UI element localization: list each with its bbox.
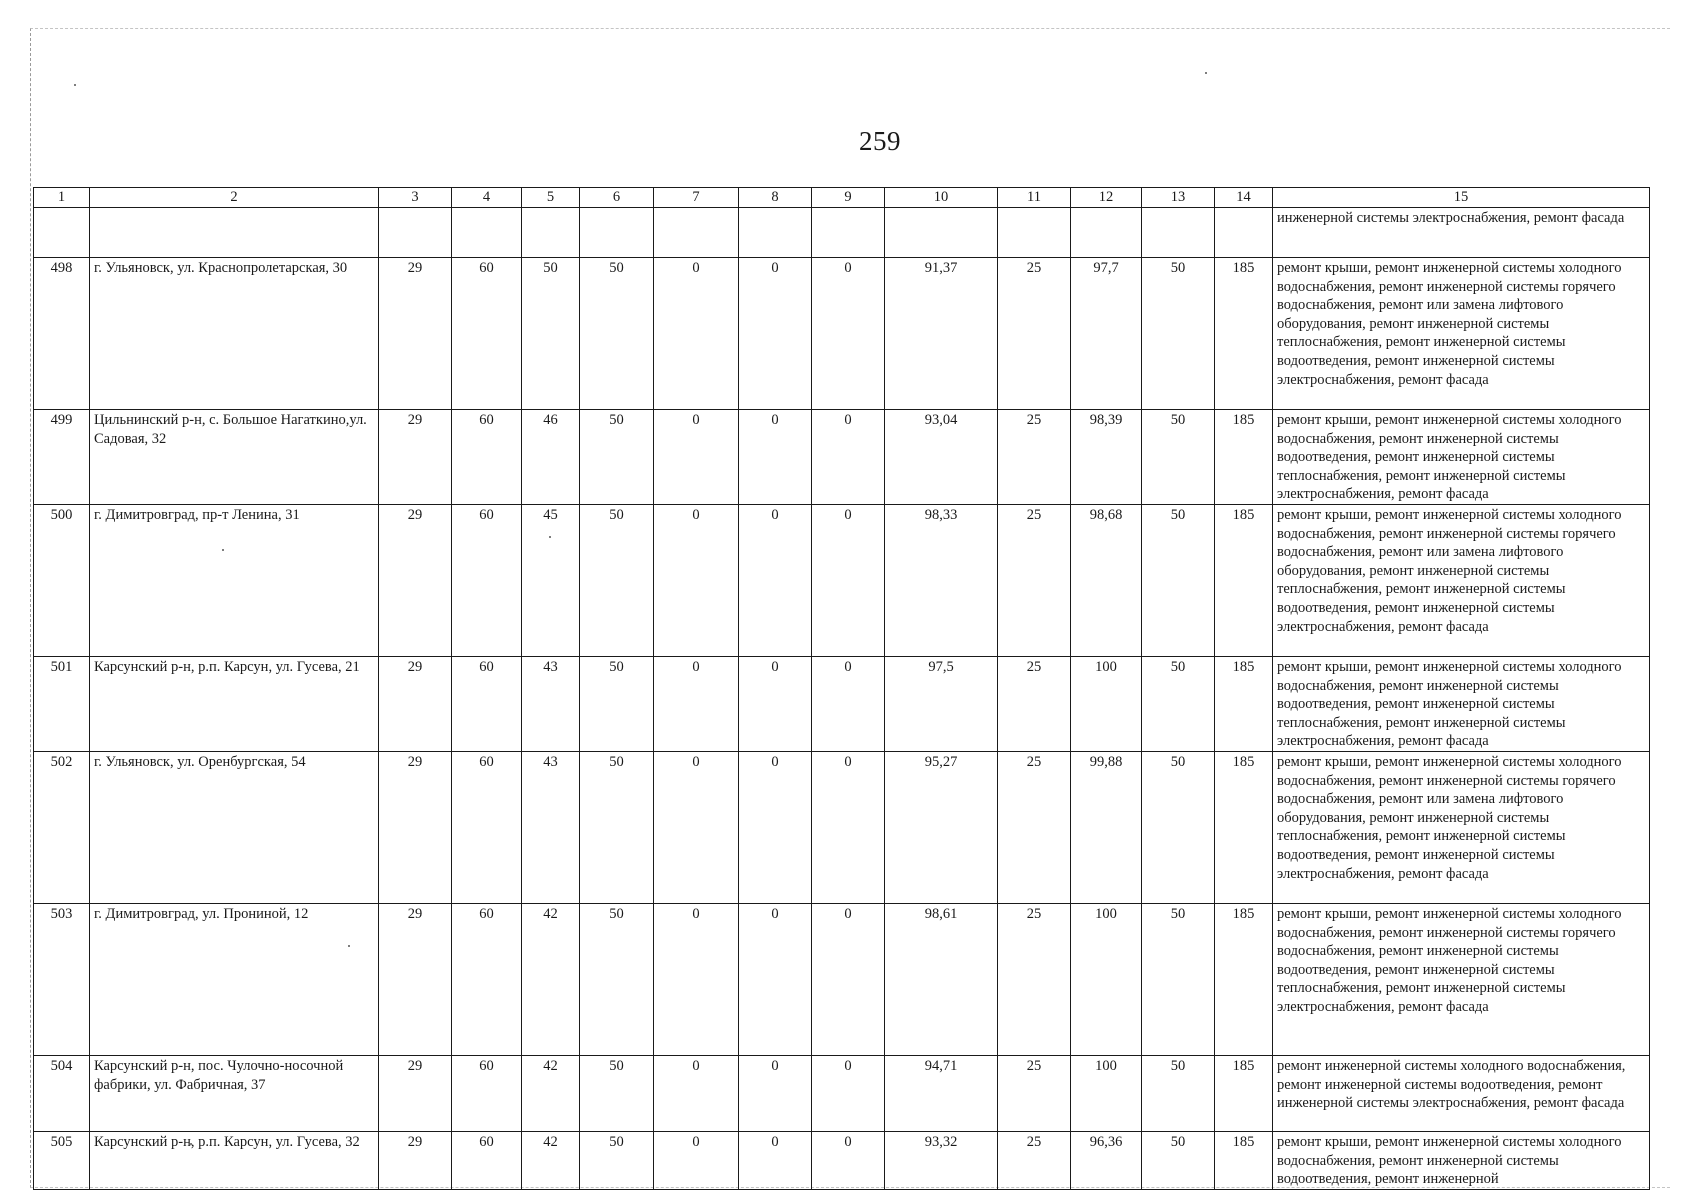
- cell-works: ремонт крыши, ремонт инженерной системы холодного водоснабжения, ремонт инженерной системы водоотведения, ремонт инженерной системы теплоснабжения, ремонт инженерной системы электроснабжения, ремонт фасада: [1273, 410, 1650, 505]
- cell-col-12: 98,39: [1071, 410, 1142, 505]
- cell-col-4: 60: [452, 505, 522, 657]
- cell-col-13: 50: [1142, 505, 1215, 657]
- cell-col-10: 98,33: [885, 505, 998, 657]
- cell-col-5: 43: [522, 657, 580, 752]
- repair-program-table: [33, 187, 1650, 1190]
- cell-col-4: 60: [452, 904, 522, 1056]
- cell-col-10: 93,04: [885, 410, 998, 505]
- cell-col-9: 0: [812, 657, 885, 752]
- cell-col-10: 91,37: [885, 258, 998, 410]
- cell-col-7: 0: [654, 1132, 739, 1190]
- column-header: 9: [812, 188, 885, 208]
- cell-col-8: 0: [739, 657, 812, 752]
- scan-speck: [74, 84, 76, 86]
- cell-col-5: 42: [522, 1056, 580, 1132]
- cell-empty: [1215, 208, 1273, 258]
- column-header: 13: [1142, 188, 1215, 208]
- cell-empty: [90, 208, 379, 258]
- table-row: [34, 410, 1650, 505]
- cell-row-number: 499: [34, 410, 90, 505]
- cell-col-8: 0: [739, 752, 812, 904]
- cell-empty: [1142, 208, 1215, 258]
- cell-col-3: 29: [379, 505, 452, 657]
- cell-address: Карсунский р-н, пос. Чулочно-носочной фабрики, ул. Фабричная, 37: [90, 1056, 379, 1132]
- cell-col-6: 50: [580, 1132, 654, 1190]
- cell-works: ремонт крыши, ремонт инженерной системы холодного водоснабжения, ремонт инженерной системы горячего водоснабжения, ремонт или замена лифтового оборудования, ремонт инженерной системы теплоснабжения, ремонт инженерной системы водоотведения, ремонт инженерной системы электроснабжения, ремонт фасада: [1273, 752, 1650, 904]
- cell-row-number: 498: [34, 258, 90, 410]
- cell-col-9: 0: [812, 752, 885, 904]
- column-header: 12: [1071, 188, 1142, 208]
- cell-col-4: 60: [452, 1056, 522, 1132]
- cell-col-9: 0: [812, 904, 885, 1056]
- cell-empty: [379, 208, 452, 258]
- cell-col-4: 60: [452, 410, 522, 505]
- cell-col-8: 0: [739, 1132, 812, 1190]
- cell-col-7: 0: [654, 657, 739, 752]
- column-header: 5: [522, 188, 580, 208]
- cell-col-5: 46: [522, 410, 580, 505]
- cell-col-4: 60: [452, 1132, 522, 1190]
- cell-col-7: 0: [654, 258, 739, 410]
- cell-works: ремонт инженерной системы холодного водоснабжения, ремонт инженерной системы водоотведения, ремонт инженерной системы электроснабжения, ремонт фасада: [1273, 1056, 1650, 1132]
- cell-col-7: 0: [654, 1056, 739, 1132]
- cell-col-13: 50: [1142, 1056, 1215, 1132]
- cell-col-14: 185: [1215, 657, 1273, 752]
- cell-col-8: 0: [739, 410, 812, 505]
- cell-address: Карсунский р-н, р.п. Карсун, ул. Гусева, 21: [90, 657, 379, 752]
- cell-col-9: 0: [812, 505, 885, 657]
- cell-empty: [1071, 208, 1142, 258]
- continuation-row: [34, 208, 1650, 258]
- cell-col-3: 29: [379, 904, 452, 1056]
- cell-row-number: 505: [34, 1132, 90, 1190]
- cell-col-11: 25: [998, 904, 1071, 1056]
- cell-col-11: 25: [998, 258, 1071, 410]
- cell-col-11: 25: [998, 1056, 1071, 1132]
- cell-col-12: 97,7: [1071, 258, 1142, 410]
- cell-col-13: 50: [1142, 1132, 1215, 1190]
- cell-works: ремонт крыши, ремонт инженерной системы холодного водоснабжения, ремонт инженерной системы водоотведения, ремонт инженерной: [1273, 1132, 1650, 1190]
- cell-col-5: 43: [522, 752, 580, 904]
- cell-works: ремонт крыши, ремонт инженерной системы холодного водоснабжения, ремонт инженерной системы водоотведения, ремонт инженерной системы теплоснабжения, ремонт инженерной системы электроснабжения, ремонт фасада: [1273, 657, 1650, 752]
- header-row: [34, 188, 1650, 208]
- cell-col-12: 99,88: [1071, 752, 1142, 904]
- cell-col-12: 96,36: [1071, 1132, 1142, 1190]
- column-header: 3: [379, 188, 452, 208]
- cell-col-5: 50: [522, 258, 580, 410]
- cell-col-9: 0: [812, 1056, 885, 1132]
- cell-col-6: 50: [580, 1056, 654, 1132]
- table-container: [33, 187, 1650, 1190]
- cell-address: г. Ульяновск, ул. Краснопролетарская, 30: [90, 258, 379, 410]
- table-row: [34, 258, 1650, 410]
- cell-col-8: 0: [739, 1056, 812, 1132]
- cell-col-4: 60: [452, 258, 522, 410]
- cell-col-12: 98,68: [1071, 505, 1142, 657]
- cell-col-13: 50: [1142, 752, 1215, 904]
- cell-empty: [34, 208, 90, 258]
- column-header: 11: [998, 188, 1071, 208]
- cell-col-14: 185: [1215, 904, 1273, 1056]
- cell-col-6: 50: [580, 258, 654, 410]
- cell-col-6: 50: [580, 657, 654, 752]
- cell-col-10: 94,71: [885, 1056, 998, 1132]
- cell-col-3: 29: [379, 1132, 452, 1190]
- column-header: 15: [1273, 188, 1650, 208]
- cell-col-10: 93,32: [885, 1132, 998, 1190]
- cell-col-5: 45: [522, 505, 580, 657]
- cell-col-14: 185: [1215, 410, 1273, 505]
- table-row: [34, 904, 1650, 1056]
- scan-speck: [1205, 72, 1207, 74]
- cell-col-10: 98,61: [885, 904, 998, 1056]
- cell-address: г. Ульяновск, ул. Оренбургская, 54: [90, 752, 379, 904]
- cell-col-13: 50: [1142, 657, 1215, 752]
- cell-empty: [452, 208, 522, 258]
- cell-col-9: 0: [812, 1132, 885, 1190]
- cell-col-3: 29: [379, 410, 452, 505]
- cell-col-4: 60: [452, 657, 522, 752]
- cell-address: Карсунский р-н, р.п. Карсун, ул. Гусева, 32: [90, 1132, 379, 1190]
- cell-col-3: 29: [379, 657, 452, 752]
- cell-col-7: 0: [654, 505, 739, 657]
- cell-col-11: 25: [998, 410, 1071, 505]
- cell-empty: [654, 208, 739, 258]
- cell-col-5: 42: [522, 904, 580, 1056]
- cell-empty: [812, 208, 885, 258]
- column-header: 2: [90, 188, 379, 208]
- cell-empty: [739, 208, 812, 258]
- cell-col-3: 29: [379, 1056, 452, 1132]
- cell-col-3: 29: [379, 258, 452, 410]
- cell-works: ремонт крыши, ремонт инженерной системы холодного водоснабжения, ремонт инженерной системы горячего водоснабжения, ремонт или замена лифтового оборудования, ремонт инженерной системы теплоснабжения, ремонт инженерной системы водоотведения, ремонт инженерной системы электроснабжения, ремонт фасада: [1273, 258, 1650, 410]
- cell-col-12: 100: [1071, 657, 1142, 752]
- cell-col-11: 25: [998, 752, 1071, 904]
- cell-col-9: 0: [812, 258, 885, 410]
- cell-col-7: 0: [654, 904, 739, 1056]
- cell-col-13: 50: [1142, 904, 1215, 1056]
- cell-col-6: 50: [580, 505, 654, 657]
- cell-address: г. Димитровград, пр-т Ленина, 31: [90, 505, 379, 657]
- cell-col-10: 95,27: [885, 752, 998, 904]
- column-header: 14: [1215, 188, 1273, 208]
- cell-works: ремонт крыши, ремонт инженерной системы холодного водоснабжения, ремонт инженерной системы горячего водоснабжения, ремонт инженерной системы водоотведения, ремонт инженерной системы теплоснабжения, ремонт инженерной системы электроснабжения, ремонт фасада: [1273, 904, 1650, 1056]
- cell-col-10: 97,5: [885, 657, 998, 752]
- column-header: 7: [654, 188, 739, 208]
- cell-col-9: 0: [812, 410, 885, 505]
- cell-col-6: 50: [580, 410, 654, 505]
- cell-empty: [885, 208, 998, 258]
- cell-works: инженерной системы электроснабжения, ремонт фасада: [1273, 208, 1650, 258]
- cell-row-number: 500: [34, 505, 90, 657]
- cell-col-8: 0: [739, 258, 812, 410]
- cell-address: Цильнинский р-н, с. Большое Нагаткино,ул. Садовая, 32: [90, 410, 379, 505]
- cell-col-11: 25: [998, 505, 1071, 657]
- cell-empty: [580, 208, 654, 258]
- cell-col-7: 0: [654, 410, 739, 505]
- cell-col-14: 185: [1215, 752, 1273, 904]
- cell-col-4: 60: [452, 752, 522, 904]
- cell-col-11: 25: [998, 1132, 1071, 1190]
- cell-col-12: 100: [1071, 1056, 1142, 1132]
- cell-address: г. Димитровград, ул. Прониной, 12: [90, 904, 379, 1056]
- page-number: 259: [859, 126, 901, 156]
- cell-col-13: 50: [1142, 410, 1215, 505]
- table-row: [34, 505, 1650, 657]
- column-header: 8: [739, 188, 812, 208]
- table-row: [34, 1056, 1650, 1132]
- cell-col-6: 50: [580, 752, 654, 904]
- cell-empty: [998, 208, 1071, 258]
- cell-col-3: 29: [379, 752, 452, 904]
- cell-col-6: 50: [580, 904, 654, 1056]
- cell-row-number: 503: [34, 904, 90, 1056]
- cell-row-number: 501: [34, 657, 90, 752]
- cell-col-12: 100: [1071, 904, 1142, 1056]
- cell-col-5: 42: [522, 1132, 580, 1190]
- cell-col-8: 0: [739, 904, 812, 1056]
- cell-empty: [522, 208, 580, 258]
- cell-col-11: 25: [998, 657, 1071, 752]
- cell-col-14: 185: [1215, 505, 1273, 657]
- cell-col-7: 0: [654, 752, 739, 904]
- table-row: [34, 752, 1650, 904]
- cell-col-13: 50: [1142, 258, 1215, 410]
- cell-row-number: 502: [34, 752, 90, 904]
- table-row: [34, 657, 1650, 752]
- table-row: [34, 1132, 1650, 1190]
- column-header: 1: [34, 188, 90, 208]
- cell-col-14: 185: [1215, 1056, 1273, 1132]
- cell-col-14: 185: [1215, 1132, 1273, 1190]
- column-header: 4: [452, 188, 522, 208]
- cell-col-14: 185: [1215, 258, 1273, 410]
- column-header: 10: [885, 188, 998, 208]
- cell-row-number: 504: [34, 1056, 90, 1132]
- column-header: 6: [580, 188, 654, 208]
- cell-col-8: 0: [739, 505, 812, 657]
- cell-works: ремонт крыши, ремонт инженерной системы холодного водоснабжения, ремонт инженерной системы горячего водоснабжения, ремонт или замена лифтового оборудования, ремонт инженерной системы теплоснабжения, ремонт инженерной системы водоотведения, ремонт инженерной системы электроснабжения, ремонт фасада: [1273, 505, 1650, 657]
